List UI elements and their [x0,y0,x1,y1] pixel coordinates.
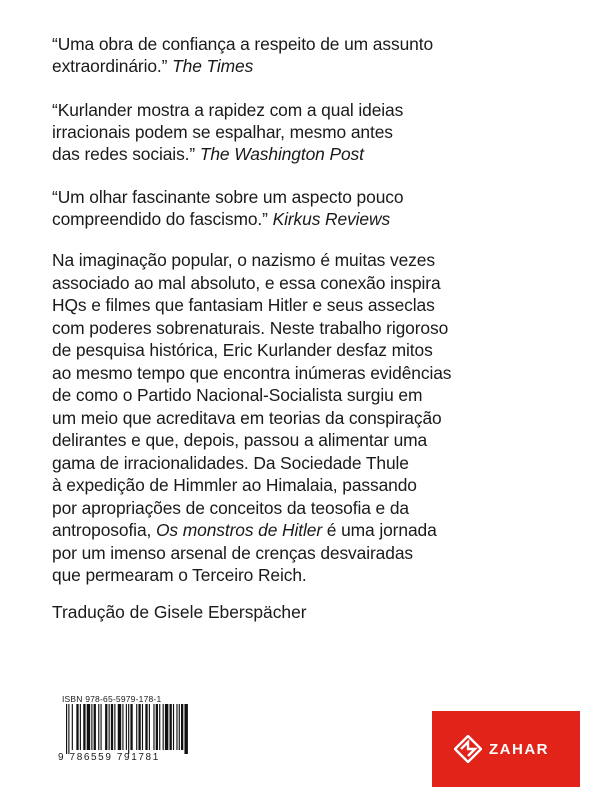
blurb-washington-post [52,99,572,165]
blurb-line: das redes sociais.” [52,144,196,164]
synopsis-line: associado ao mal absoluto, e essa conexão inspira [52,272,441,293]
barcode-bar [105,704,107,750]
barcode-bar [68,704,69,754]
synopsis-line: por um imenso arsenal de crenças desvairadas [52,542,413,563]
barcode-bar [109,704,110,750]
blurb-line-with-source [52,143,572,165]
blurb-line-with-source [52,55,572,77]
barcode-bar [118,704,121,750]
synopsis-line: antroposofia, [52,520,152,540]
blurb-line-with-source [52,208,572,230]
barcode-bar [145,704,147,750]
synopsis [52,249,572,587]
blurb-line: “Um olhar fascinante sobre um aspecto pouco [52,187,404,207]
barcode-bar [136,704,137,750]
barcode-bar [98,704,99,750]
blurb-source: The Washington Post [199,144,364,164]
isbn-digits: 9 786559 791781 [58,752,160,763]
barcode-bar [173,704,174,750]
synopsis-line: delirantes e que, depois, passou a alimentar uma [52,430,428,450]
barcode-bar [184,704,187,754]
blurb-source: The Times [172,56,254,76]
blurb-source: Kirkus Reviews [272,209,391,229]
barcode-bar [83,704,85,750]
barcode-bar [176,704,177,750]
synopsis-line: com poderes sobrenaturais. Neste trabalho rigoroso [52,317,449,338]
translation-credit: Tradução de Gisele Eberspächer [52,602,307,622]
barcode-bar [130,704,132,750]
synopsis-line: à expedição de Himmler ao Himalaia, passando [52,475,417,495]
synopsis-line-rest: é uma jornada [322,520,437,540]
zahar-emblem-icon [454,735,482,763]
barcode-bar [87,704,90,750]
blurb-line: “Uma obra de confiança a respeito de um assunto [52,34,434,54]
book-title: Os monstros de Hitler [155,520,323,540]
barcode-bar [142,704,143,750]
barcode-bar [101,704,102,750]
barcode-bar [163,704,164,750]
blurb-line: compreendido do fascismo.” [52,209,268,229]
barcode-bar [111,704,113,750]
publisher-logo-block [432,711,580,787]
publisher-name: ZAHAR [489,741,549,758]
blurb-line: “Kurlander mostra a rapidez com a qual ideias [52,100,404,120]
barcode-bar [114,704,115,750]
synopsis-line: que permearam o Terceiro Reich. [52,565,307,585]
barcode-bar [94,704,96,750]
synopsis-line: gama de irracionalidades. Da Sociedade Thule [52,452,409,473]
synopsis-line: por apropriações de conceitos da teosofia e da [52,497,409,518]
blurb-line: irracionais podem se espalhar, mesmo antes [52,122,393,142]
synopsis-line-with-title [52,519,572,542]
barcode-bar [122,704,123,750]
synopsis-line: de como o Partido Nacional-Socialista surgiu em [52,385,423,405]
blurb-the-times [52,33,572,77]
barcode-bar [179,704,180,750]
synopsis-line: Na imaginação popular, o nazismo é muitas vezes [52,250,435,270]
blurb-kirkus-reviews [52,186,572,230]
isbn-label: ISBN 978-65-5979-178-1 [62,694,162,704]
barcode-bar [165,704,168,750]
barcode-bar [72,704,73,750]
barcode-bar [156,704,158,750]
synopsis-line: um meio que acreditava em teorias da conspiração [52,407,442,428]
barcode-bar [126,704,127,750]
barcode-bar [80,704,81,750]
barcode-bar [138,704,140,750]
barcode-bars [64,704,228,754]
blurb-line: extraordinário.” [52,56,168,76]
synopsis-line: de pesquisa histórica, Eric Kurlander desfaz mitos [52,340,433,360]
isbn-barcode [58,694,228,766]
barcode-bar [153,704,154,750]
barcode-bar [128,704,129,754]
barcode-bar [76,704,78,750]
barcode-bar [149,704,150,750]
synopsis-line: ao mesmo tempo que encontra inúmeras evidências [52,362,452,383]
synopsis-line: HQs e filmes que fantasiam Hitler e seus asseclas [52,295,435,315]
barcode-bar [66,704,67,754]
barcode-bar [170,704,172,750]
barcode-bar [159,704,160,750]
barcode-bar [91,704,92,750]
barcode-bar [181,704,183,750]
